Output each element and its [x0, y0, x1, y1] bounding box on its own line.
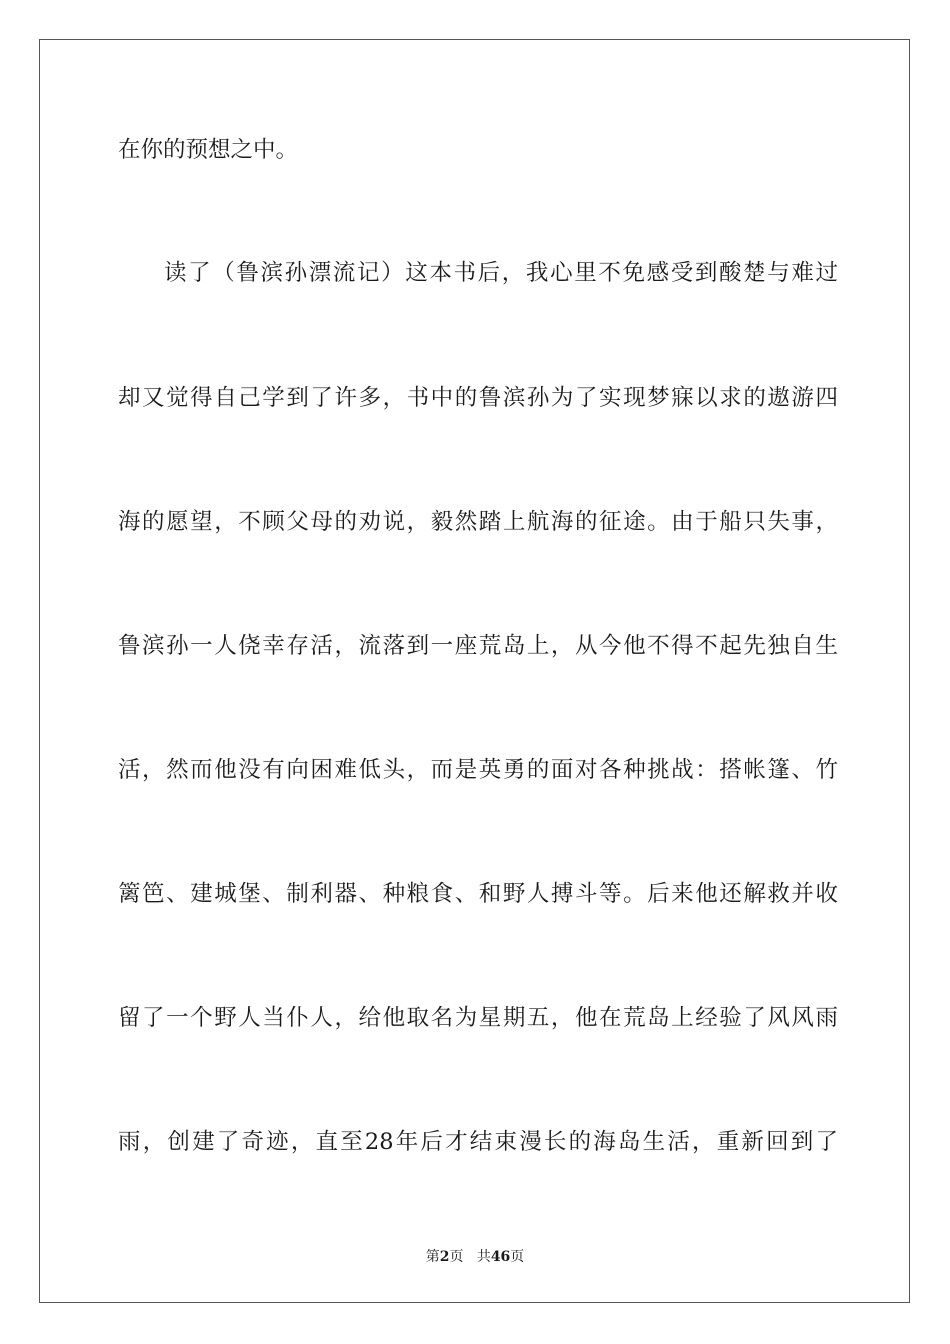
- text-line-4: 海的愿望，不顾父母的劝说，毅然踏上航海的征途。由于船只失事，: [118, 509, 838, 535]
- total-pages: 46: [490, 1249, 511, 1265]
- text-line-7: 篱笆、建城堡、制利器、种粮食、和野人搏斗等。后来他还解救并收: [118, 881, 838, 907]
- text-line-2: 读了（鲁滨孙漂流记）这本书后，我心里不免感受到酸楚与难过: [164, 260, 838, 286]
- page-prefix: 第: [425, 1249, 440, 1265]
- page-border: [39, 39, 910, 1303]
- text-line-1: 在你的预想之中。: [118, 137, 299, 163]
- text-line-8: 留了一个野人当仆人，给他取名为星期五，他在荒岛上经验了风风雨: [118, 1005, 838, 1031]
- total-prefix: 共: [476, 1249, 491, 1265]
- text-line-3: 却又觉得自己学到了许多，书中的鲁滨孙为了实现梦寐以求的遨游四: [118, 385, 838, 411]
- page-footer: [0, 1246, 950, 1266]
- page-suffix: 页: [449, 1249, 464, 1265]
- text-line-5: 鲁滨孙一人侥幸存活，流落到一座荒岛上，从今他不得不起先独自生: [118, 633, 838, 659]
- text-line-9: 雨，创建了奇迹，直至28年后才结束漫长的海岛生活，重新回到了: [118, 1129, 838, 1155]
- total-suffix: 页: [510, 1249, 525, 1265]
- page-number: 2: [439, 1249, 450, 1265]
- text-line-6: 活，然而他没有向困难低头，而是英勇的面对各种挑战：搭帐篷、竹: [118, 757, 838, 783]
